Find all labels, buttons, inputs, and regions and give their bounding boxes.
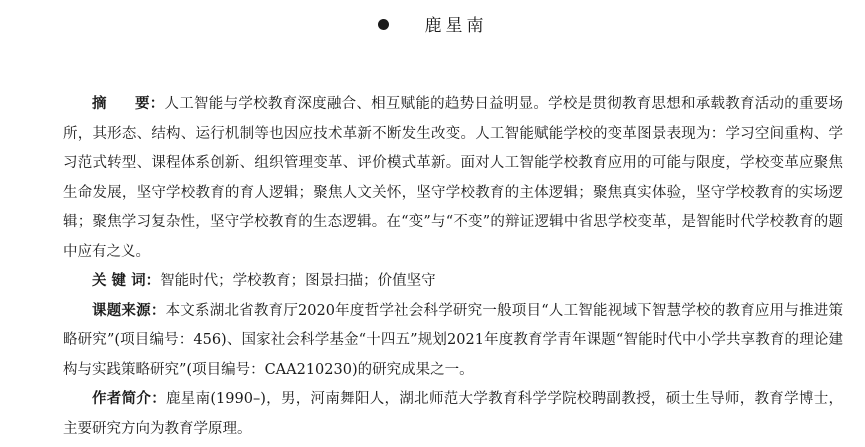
abstract-paragraph [63,90,843,267]
funding-paragraph [63,297,843,386]
abstract-label-part1: 摘 [92,96,107,112]
keywords-paragraph [63,267,843,297]
funding-text: 本文系湖北省教育厅2020年度哲学社会科学研究一般项目“人工智能视域下智慧学校的教育应用与推进策略研究”(项目编号：456)、国家社会科学基金“十四五”规划2021年度教育学青年课题“智能时代中小学共享教育的理论建构与实践策略研究”(项目编号：CAA210230)的研究成果之一。 [63,302,844,378]
author-name: 鹿星南 [424,16,488,36]
bullet-icon [378,19,389,30]
author-bio-text: 鹿星南(1990–)，男，河南舞阳人，湖北师范大学教育科学学院校聘副教授，硕士生导师，教育学博士，主要研究方向为教育学原理。 [63,391,844,437]
keywords-label: 关 键 词： [92,273,161,289]
abstract-label-part2: 要 [134,96,150,112]
abstract-section [63,90,843,444]
author-header [0,14,865,38]
abstract-text: 人工智能与学校教育深度融合、相互赋能的趋势日益明显。学校是贯彻教育思想和承载教育活动的重要场所，其形态、结构、运行机制等也因应技术革新不断发生改变。人工智能赋能学校的变革图景表现为：学习空间重构、学习范式转型、课程体系创新、组织管理变革、评价模式革新。面对人工智能学校教育应用的可能与限度，学校变革应聚焦生命发展，坚守学校教育的育人逻辑；聚焦人文关怀，坚守学校教育的主体逻辑；聚焦真实体验，坚守学校教育的实场逻辑；聚焦学习复杂性，坚守学校教育的生态逻辑。在“变”与“不变”的辩证逻辑中省思学校变革，是智能时代学校教育的题中应有之义。 [63,96,844,260]
funding-label: 课题来源： [92,302,166,319]
abstract-label: 摘 要： [92,96,165,112]
author-bio-label: 作者简介： [92,391,166,407]
author-bio-paragraph [63,385,843,444]
keywords-text: 智能时代；学校教育；图景扫描；价值坚守 [160,273,436,289]
